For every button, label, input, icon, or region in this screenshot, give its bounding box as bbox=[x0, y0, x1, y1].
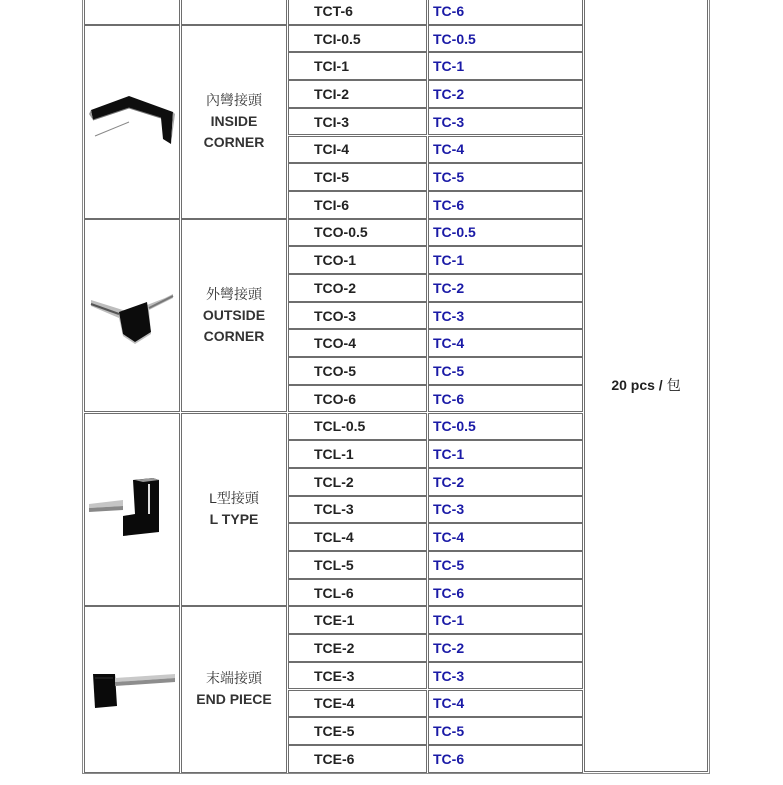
model-code-cell: TCE-2 bbox=[288, 634, 427, 662]
reference-code-cell: TC-6 bbox=[428, 191, 583, 219]
reference-code-cell: TC-4 bbox=[428, 523, 583, 551]
reference-code-cell: TC-2 bbox=[428, 274, 583, 302]
model-code-cell: TCO-1 bbox=[288, 246, 427, 274]
packing-unit: 包 bbox=[666, 376, 681, 393]
reference-code-cell: TC-6 bbox=[428, 579, 583, 607]
group-name-zh: 末端接頭 bbox=[206, 670, 262, 687]
group-name-zh: L型接頭 bbox=[209, 490, 259, 507]
end-piece-icon bbox=[89, 664, 175, 714]
group-name-en: CORNER bbox=[203, 134, 265, 151]
inside-corner-icon bbox=[89, 92, 175, 152]
reference-code-cell: TC-2 bbox=[428, 468, 583, 496]
group-name-en: L TYPE bbox=[209, 511, 259, 528]
model-code-cell: TCO-0.5 bbox=[288, 219, 427, 247]
reference-code-cell: TC-2 bbox=[428, 80, 583, 108]
group-name-cell bbox=[181, 413, 287, 607]
group-name-en: INSIDE bbox=[210, 113, 258, 130]
reference-code-cell: TC-4 bbox=[428, 329, 583, 357]
model-code-cell: TCO-3 bbox=[288, 302, 427, 330]
model-code-cell: TCT-6 bbox=[288, 0, 427, 25]
model-code-cell: TCI-4 bbox=[288, 136, 427, 164]
group-name-cell bbox=[181, 606, 287, 772]
model-code-cell: TCE-3 bbox=[288, 662, 427, 690]
model-code-cell: TCO-6 bbox=[288, 385, 427, 413]
reference-code-cell: TC-4 bbox=[428, 136, 583, 164]
model-code-cell: TCL-0.5 bbox=[288, 413, 427, 441]
reference-code-cell: TC-3 bbox=[428, 302, 583, 330]
reference-code-cell: TC-3 bbox=[428, 108, 583, 136]
reference-code-cell: TC-5 bbox=[428, 163, 583, 191]
reference-code-cell: TC-4 bbox=[428, 690, 583, 718]
reference-code-cell: TC-5 bbox=[428, 551, 583, 579]
group-image-cell bbox=[84, 25, 180, 219]
l-type-connector-icon bbox=[89, 474, 175, 544]
model-code-cell: TCL-6 bbox=[288, 579, 427, 607]
group-name-zh: 內彎接頭 bbox=[206, 92, 262, 109]
model-code-cell: TCL-2 bbox=[288, 468, 427, 496]
model-code-cell: TCI-3 bbox=[288, 108, 427, 136]
reference-code-cell: TC-3 bbox=[428, 496, 583, 524]
reference-code-cell: TC-6 bbox=[428, 0, 583, 25]
group-name-en: END PIECE bbox=[196, 691, 272, 708]
reference-code-cell: TC-1 bbox=[428, 606, 583, 634]
group-name-en: CORNER bbox=[203, 328, 265, 345]
reference-code-cell: TC-1 bbox=[428, 246, 583, 274]
group-image-cell bbox=[84, 413, 180, 607]
reference-code-cell: TC-1 bbox=[428, 440, 583, 468]
model-code-cell: TCL-1 bbox=[288, 440, 427, 468]
model-code-cell: TCO-4 bbox=[288, 329, 427, 357]
model-code-cell: TCI-1 bbox=[288, 52, 427, 80]
group-image-cell bbox=[84, 606, 180, 772]
reference-code-cell: TC-3 bbox=[428, 662, 583, 690]
model-code-cell: TCI-6 bbox=[288, 191, 427, 219]
model-code-cell: TCI-0.5 bbox=[288, 25, 427, 53]
outside-corner-icon bbox=[89, 286, 175, 346]
reference-code-cell: TC-0.5 bbox=[428, 25, 583, 53]
model-code-cell: TCO-5 bbox=[288, 357, 427, 385]
reference-code-cell: TC-5 bbox=[428, 357, 583, 385]
group-image-cell bbox=[84, 0, 180, 25]
model-code-cell: TCE-6 bbox=[288, 745, 427, 773]
model-code-cell: TCI-2 bbox=[288, 80, 427, 108]
reference-code-cell: TC-2 bbox=[428, 634, 583, 662]
model-code-cell: TCO-2 bbox=[288, 274, 427, 302]
group-image-cell bbox=[84, 219, 180, 413]
reference-code-cell: TC-6 bbox=[428, 745, 583, 773]
reference-code-cell: TC-5 bbox=[428, 717, 583, 745]
packing-qty: 20 pcs / bbox=[611, 376, 663, 393]
model-code-cell: TCL-3 bbox=[288, 496, 427, 524]
model-code-cell: TCL-4 bbox=[288, 523, 427, 551]
group-name-cell bbox=[181, 0, 287, 25]
model-code-cell: TCL-5 bbox=[288, 551, 427, 579]
reference-code-cell: TC-0.5 bbox=[428, 219, 583, 247]
group-name-zh: 外彎接頭 bbox=[206, 286, 262, 303]
group-name-cell bbox=[181, 25, 287, 219]
model-code-cell: TCI-5 bbox=[288, 163, 427, 191]
reference-code-cell: TC-0.5 bbox=[428, 413, 583, 441]
model-code-cell: TCE-4 bbox=[288, 690, 427, 718]
group-name-cell bbox=[181, 219, 287, 413]
reference-code-cell: TC-1 bbox=[428, 52, 583, 80]
reference-code-cell: TC-6 bbox=[428, 385, 583, 413]
model-code-cell: TCE-1 bbox=[288, 606, 427, 634]
packing-cell bbox=[584, 0, 708, 772]
model-code-cell: TCE-5 bbox=[288, 717, 427, 745]
group-name-en: OUTSIDE bbox=[202, 307, 266, 324]
